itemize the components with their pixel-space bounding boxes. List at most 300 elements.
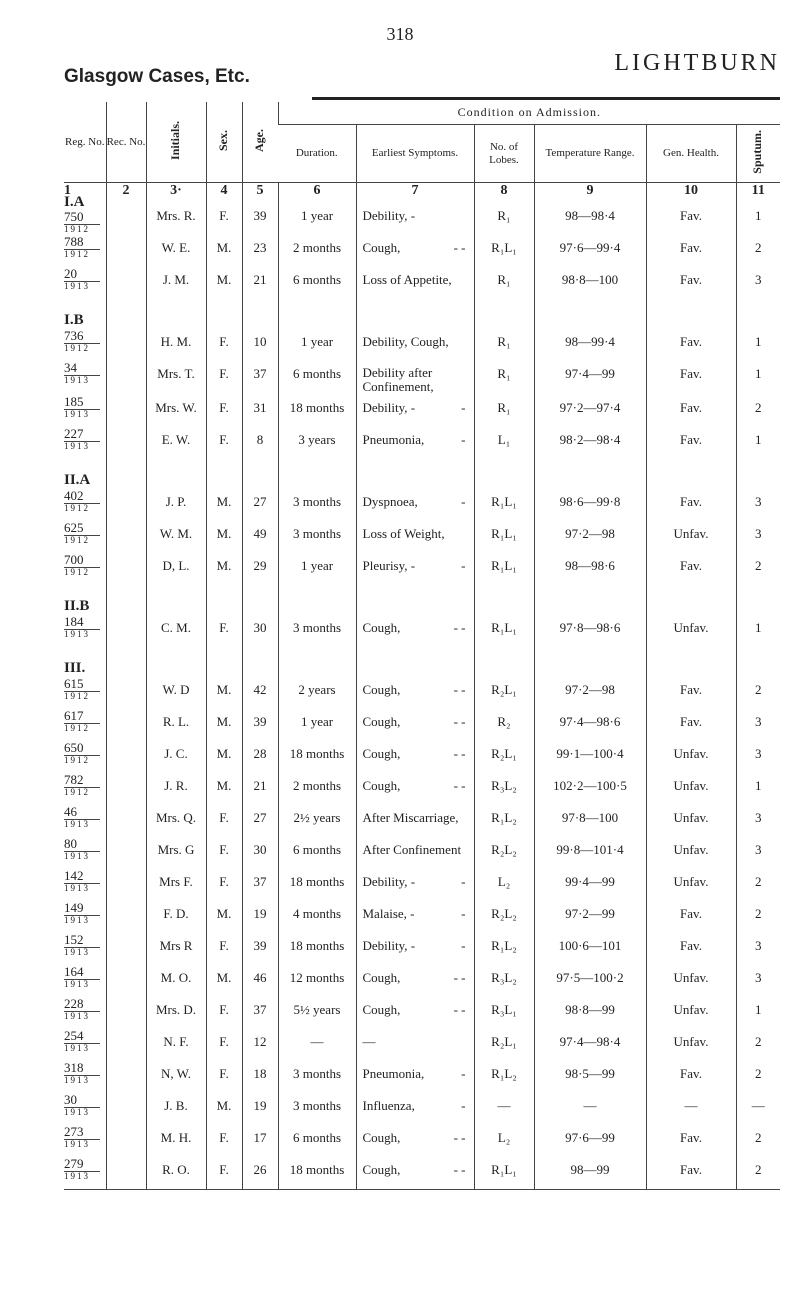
cell-temperature: 97·2—99 [534, 901, 646, 933]
cell-initials: H. M. [146, 329, 206, 361]
cell-earliest-symptoms [356, 329, 474, 361]
symptom-text: Cough, [362, 745, 401, 761]
cell-rec-no [106, 901, 146, 933]
cell-rec-no [106, 709, 146, 741]
section-row [64, 459, 780, 489]
empty-cell [206, 459, 242, 489]
cell-initials: J. B. [146, 1093, 206, 1125]
header-duration: Duration. [278, 125, 356, 183]
cell-sputum: 2 [736, 901, 780, 933]
cell-age: 39 [242, 709, 278, 741]
cell-initials: W. D [146, 677, 206, 709]
empty-cell [646, 647, 736, 677]
cell-initials: Mrs. D. [146, 997, 206, 1029]
cell-sex: F. [206, 615, 242, 647]
header-earliest-symptoms: Earliest Symptoms. [356, 125, 474, 183]
cell-age: 26 [242, 1157, 278, 1190]
cell-reg-no [64, 329, 106, 361]
cell-duration: 3 months [278, 615, 356, 647]
leader-dash: - - [453, 681, 466, 697]
cell-sputum: 1 [736, 361, 780, 395]
cell-age: 29 [242, 553, 278, 585]
header-age-label: Age. [252, 128, 267, 152]
cell-sputum: 2 [736, 235, 780, 267]
reg-number: 185 [64, 395, 100, 410]
cell-rec-no [106, 1061, 146, 1093]
cell-initials: N. F. [146, 1029, 206, 1061]
cell-reg-no [64, 194, 106, 235]
reg-year: 1913 [64, 1106, 90, 1117]
reg-number: 227 [64, 427, 100, 442]
cell-reg-no [64, 235, 106, 267]
cell-age: 37 [242, 361, 278, 395]
cell-temperature: 98·2—98·4 [534, 427, 646, 459]
cell-duration: — [278, 1029, 356, 1061]
cell-sputum: 3 [736, 965, 780, 997]
cell-sputum: 3 [736, 521, 780, 553]
table-row [64, 1125, 780, 1157]
leader-dash: - - [453, 1001, 466, 1017]
table-row [64, 997, 780, 1029]
cell-duration: 18 months [278, 933, 356, 965]
cell-health: Fav. [646, 267, 736, 299]
cell-lobes: R₁L₁ [474, 521, 534, 553]
reg-number: 149 [64, 901, 100, 916]
cell-lobes: R₁ [474, 267, 534, 299]
table-title: Glasgow Cases, Etc. [64, 66, 250, 87]
cell-temperature: 97·2—98 [534, 677, 646, 709]
empty-cell [106, 459, 146, 489]
cell-earliest-symptoms [356, 489, 474, 521]
cell-duration: 1 year [278, 203, 356, 235]
cell-age: 10 [242, 329, 278, 361]
cell-earliest-symptoms [356, 677, 474, 709]
colnum-age: 5 [242, 183, 278, 204]
cell-earliest-symptoms [356, 805, 474, 837]
cell-rec-no [106, 427, 146, 459]
empty-cell [534, 585, 646, 615]
cell-sex: F. [206, 1029, 242, 1061]
cell-rec-no [106, 203, 146, 235]
cell-duration: 3 months [278, 521, 356, 553]
cell-rec-no [106, 965, 146, 997]
cell-health: Unfav. [646, 837, 736, 869]
cell-initials: Mrs. W. [146, 395, 206, 427]
cell-duration: 18 months [278, 395, 356, 427]
cell-initials: M. H. [146, 1125, 206, 1157]
cell-initials: Mrs. G [146, 837, 206, 869]
leader-dash: - - [453, 619, 466, 635]
cell-temperature: 98·6—99·8 [534, 489, 646, 521]
cell-sputum: 1 [736, 427, 780, 459]
cell-reg-no [64, 489, 106, 521]
cell-sex: M. [206, 965, 242, 997]
cell-duration: 3 months [278, 1093, 356, 1125]
reg-number: 80 [64, 837, 100, 852]
cell-sputum: — [736, 1093, 780, 1125]
reg-number: 152 [64, 933, 100, 948]
cell-temperature: 98—99 [534, 1157, 646, 1190]
symptom-text: Cough, [362, 240, 401, 255]
cell-reg-no [64, 837, 106, 869]
cell-temperature: — [534, 1093, 646, 1125]
symptom-text: Cough, [362, 1129, 401, 1145]
reg-year: 1912 [64, 249, 90, 259]
cell-earliest-symptoms [356, 901, 474, 933]
header-initials-label: Initials. [168, 120, 183, 160]
cell-rec-no [106, 361, 146, 395]
cell-sex: M. [206, 489, 242, 521]
leader-dash: - - [453, 240, 466, 255]
cell-rec-no [106, 235, 146, 267]
cell-sputum: 3 [736, 267, 780, 299]
empty-cell [534, 299, 646, 329]
empty-cell [736, 585, 780, 615]
cell-rec-no [106, 677, 146, 709]
reg-number: 402 [64, 489, 100, 504]
empty-cell [356, 585, 474, 615]
table-row [64, 1157, 780, 1190]
cell-initials: D, L. [146, 553, 206, 585]
reg-year: 1913 [64, 408, 90, 419]
cell-temperature: 97·4—98·4 [534, 1029, 646, 1061]
leader-dash: - - [453, 969, 466, 985]
cell-age: 12 [242, 1029, 278, 1061]
cases-table [64, 102, 780, 1190]
cell-reg-no [64, 1061, 106, 1093]
cell-sex: M. [206, 709, 242, 741]
empty-cell [646, 585, 736, 615]
cell-sex: M. [206, 267, 242, 299]
empty-cell [736, 459, 780, 489]
cell-reg-no [64, 997, 106, 1029]
cell-duration: 5½ years [278, 997, 356, 1029]
cell-sex: M. [206, 773, 242, 805]
cell-rec-no [106, 553, 146, 585]
header-health: Gen. Health. [646, 125, 736, 183]
cell-sex: F. [206, 203, 242, 235]
cell-lobes: R₁ [474, 329, 534, 361]
symptom-text: Debility, - [362, 399, 416, 415]
empty-cell [356, 299, 474, 329]
cell-initials: Mrs F. [146, 869, 206, 901]
cell-lobes: R₁ [474, 395, 534, 427]
cell-lobes: R₁ [474, 203, 534, 235]
cell-rec-no [106, 1093, 146, 1125]
reg-number: 736 [64, 329, 100, 344]
empty-cell [646, 299, 736, 329]
cell-age: 30 [242, 615, 278, 647]
cell-reg-no [64, 741, 106, 773]
table-row [64, 837, 780, 869]
cell-sputum: 2 [736, 869, 780, 901]
cell-duration: 1 year [278, 553, 356, 585]
cell-duration: 18 months [278, 741, 356, 773]
reg-year: 1913 [64, 1170, 90, 1181]
empty-cell [646, 459, 736, 489]
cell-health: Fav. [646, 235, 736, 267]
section-label: I.A [64, 194, 85, 210]
header-condition: Condition on Admission. [278, 102, 780, 125]
cell-sputum: 3 [736, 933, 780, 965]
cell-health: Fav. [646, 395, 736, 427]
symptom-text: Cough, [362, 777, 401, 793]
symptom-text: Pneumonia, [362, 431, 425, 447]
colnum-sex: 4 [206, 183, 242, 204]
cell-sputum: 3 [736, 837, 780, 869]
reg-year: 1912 [64, 754, 90, 765]
cell-age: 28 [242, 741, 278, 773]
header-temperature: Temperature Range. [534, 125, 646, 183]
cell-temperature: 98—98·4 [534, 203, 646, 235]
table-row [64, 267, 780, 299]
cell-sputum: 1 [736, 773, 780, 805]
reg-number: 273 [64, 1125, 100, 1140]
cell-reg-no [64, 1093, 106, 1125]
cell-temperature: 97·4—99 [534, 361, 646, 395]
symptom-text: Debility, Cough, [362, 334, 449, 349]
empty-cell [356, 459, 474, 489]
reg-number: 46 [64, 805, 100, 820]
empty-cell [146, 647, 206, 677]
reg-number: 617 [64, 709, 100, 724]
cell-temperature: 100·6—101 [534, 933, 646, 965]
cell-sputum: 2 [736, 553, 780, 585]
cell-sex: M. [206, 235, 242, 267]
cell-sputum: 1 [736, 203, 780, 235]
cell-age: 21 [242, 267, 278, 299]
cell-sputum: 2 [736, 1029, 780, 1061]
reg-year: 1913 [64, 946, 90, 957]
cell-reg-no [64, 521, 106, 553]
reg-year: 1912 [64, 502, 90, 513]
cell-health: Fav. [646, 1061, 736, 1093]
cell-earliest-symptoms [356, 837, 474, 869]
column-number-row [64, 183, 780, 204]
cell-sputum: 1 [736, 329, 780, 361]
cell-lobes: R₃L₂ [474, 773, 534, 805]
cell-sex: M. [206, 1093, 242, 1125]
reg-number: 30 [64, 1093, 100, 1108]
leader-dash: - - [453, 1129, 466, 1145]
cell-lobes: R₁ [474, 361, 534, 395]
section-label: III. [64, 659, 86, 676]
cell-earliest-symptoms [356, 1093, 474, 1125]
cell-earliest-symptoms [356, 709, 474, 741]
section-row [64, 299, 780, 329]
table-row [64, 329, 780, 361]
leader-dash: - - [453, 713, 466, 729]
leader-dash: - [461, 399, 466, 415]
running-title: LIGHTBURN [614, 50, 780, 76]
reg-number: 750 [64, 210, 100, 225]
cell-duration: 2 years [278, 677, 356, 709]
cell-age: 46 [242, 965, 278, 997]
cell-lobes: L₂ [474, 1125, 534, 1157]
header-sputum [736, 125, 780, 183]
cell-health: Unfav. [646, 997, 736, 1029]
empty-cell [278, 299, 356, 329]
cell-sputum: 2 [736, 1125, 780, 1157]
cell-earliest-symptoms [356, 361, 474, 395]
cell-age: 8 [242, 427, 278, 459]
cell-lobes: — [474, 1093, 534, 1125]
cell-temperature: 97·6—99·4 [534, 235, 646, 267]
cell-age: 39 [242, 933, 278, 965]
cell-health: Unfav. [646, 965, 736, 997]
cell-temperature: 98—99·4 [534, 329, 646, 361]
empty-cell [242, 459, 278, 489]
empty-cell [206, 299, 242, 329]
section-row [64, 647, 780, 677]
cell-temperature: 97·6—99 [534, 1125, 646, 1157]
cell-sex: M. [206, 901, 242, 933]
symptom-text: Pneumonia, [362, 1065, 425, 1081]
cell-duration: 6 months [278, 267, 356, 299]
cell-sex: F. [206, 329, 242, 361]
cell-sputum: 3 [736, 489, 780, 521]
cell-temperature: 97·8—100 [534, 805, 646, 837]
table-row [64, 965, 780, 997]
leader-dash: - [461, 873, 466, 889]
header-lobes: No. of Lobes. [474, 125, 534, 183]
empty-cell [474, 299, 534, 329]
colnum-temp: 9 [534, 183, 646, 204]
cell-reg-no [64, 1125, 106, 1157]
empty-cell [534, 459, 646, 489]
cell-reg-no [64, 395, 106, 427]
reg-year: 1913 [64, 818, 90, 829]
reg-year: 1912 [64, 534, 90, 545]
cell-temperature: 99·8—101·4 [534, 837, 646, 869]
cell-sex: F. [206, 805, 242, 837]
table-row [64, 235, 780, 267]
cell-sex: F. [206, 869, 242, 901]
reg-year: 1913 [64, 914, 90, 925]
cell-initials: J. P. [146, 489, 206, 521]
empty-cell [242, 299, 278, 329]
reg-number: 164 [64, 965, 100, 980]
reg-number: 228 [64, 997, 100, 1012]
reg-year: 1913 [64, 628, 90, 639]
table-row [64, 805, 780, 837]
section-label: I.B [64, 312, 84, 328]
empty-cell [146, 299, 206, 329]
reg-year: 1912 [64, 224, 90, 234]
empty-cell [106, 647, 146, 677]
cell-lobes: R₁L₁ [474, 235, 534, 267]
leader-dash: - [461, 1097, 466, 1113]
reg-year: 1913 [64, 882, 90, 893]
rule-line [312, 97, 780, 100]
symptom-text: Cough, [362, 713, 401, 729]
cell-age: 21 [242, 773, 278, 805]
symptom-text: Cough, [362, 681, 401, 697]
cell-duration: 6 months [278, 1125, 356, 1157]
header-sex [206, 102, 242, 183]
cell-earliest-symptoms [356, 965, 474, 997]
cell-earliest-symptoms [356, 1029, 474, 1061]
cell-duration: 2 months [278, 773, 356, 805]
colnum-sputum: 11 [736, 183, 780, 204]
cell-initials: J. C. [146, 741, 206, 773]
cell-age: 37 [242, 869, 278, 901]
cell-initials: R. O. [146, 1157, 206, 1190]
cell-reg-no [64, 1157, 106, 1190]
cell-lobes: L₁ [474, 427, 534, 459]
reg-number: 782 [64, 773, 100, 788]
cell-sputum: 3 [736, 709, 780, 741]
cell-sputum: 2 [736, 677, 780, 709]
cell-temperature: 98·8—99 [534, 997, 646, 1029]
cell-health: Fav. [646, 1125, 736, 1157]
colnum-health: 10 [646, 183, 736, 204]
symptom-text: After Miscarriage, [362, 809, 459, 825]
colnum-lobes: 8 [474, 183, 534, 204]
cell-temperature: 98·8—100 [534, 267, 646, 299]
reg-year: 1912 [64, 786, 90, 797]
cell-duration: 18 months [278, 869, 356, 901]
table-row [64, 1061, 780, 1093]
cell-health: Fav. [646, 203, 736, 235]
cell-sex: F. [206, 933, 242, 965]
cell-rec-no [106, 1157, 146, 1190]
colnum-duration: 6 [278, 183, 356, 204]
leader-dash: - - [453, 777, 466, 793]
cell-initials: W. E. [146, 235, 206, 267]
cell-temperature: 99·4—99 [534, 869, 646, 901]
symptom-text: Influenza, [362, 1097, 415, 1113]
table-row [64, 869, 780, 901]
leader-dash: - - [453, 745, 466, 761]
cell-reg-no [64, 553, 106, 585]
cell-rec-no [106, 489, 146, 521]
leader-dash: - - [453, 1161, 466, 1177]
reg-number: 184 [64, 615, 100, 630]
reg-year: 1913 [64, 281, 90, 291]
reg-year: 1912 [64, 566, 90, 577]
cell-reg-no [64, 805, 106, 837]
reg-year: 1913 [64, 1042, 90, 1053]
cell-reg-no [64, 427, 106, 459]
table-row [64, 741, 780, 773]
cell-earliest-symptoms [356, 773, 474, 805]
cell-reg-no [64, 869, 106, 901]
reg-year: 1913 [64, 1138, 90, 1149]
cell-initials: Mrs R [146, 933, 206, 965]
empty-cell [242, 647, 278, 677]
cell-earliest-symptoms [356, 741, 474, 773]
cell-health: Unfav. [646, 1029, 736, 1061]
symptom-text: Loss of Appetite, [362, 272, 452, 287]
empty-cell [736, 299, 780, 329]
symptom-text: Cough, [362, 1001, 401, 1017]
cell-sputum: 3 [736, 741, 780, 773]
cell-earliest-symptoms [356, 521, 474, 553]
leader-dash: - [461, 905, 466, 921]
reg-number: 279 [64, 1157, 100, 1172]
cell-sex: M. [206, 741, 242, 773]
empty-cell [736, 647, 780, 677]
table-row [64, 361, 780, 395]
symptom-text: Debility after Confinement, [362, 365, 434, 395]
symptom-text: Pleurisy, - [362, 557, 416, 573]
empty-cell [534, 647, 646, 677]
cell-initials: E. W. [146, 427, 206, 459]
leader-dash: - [461, 557, 466, 573]
colnum-reg: 1 [64, 183, 71, 198]
cell-health: — [646, 1093, 736, 1125]
